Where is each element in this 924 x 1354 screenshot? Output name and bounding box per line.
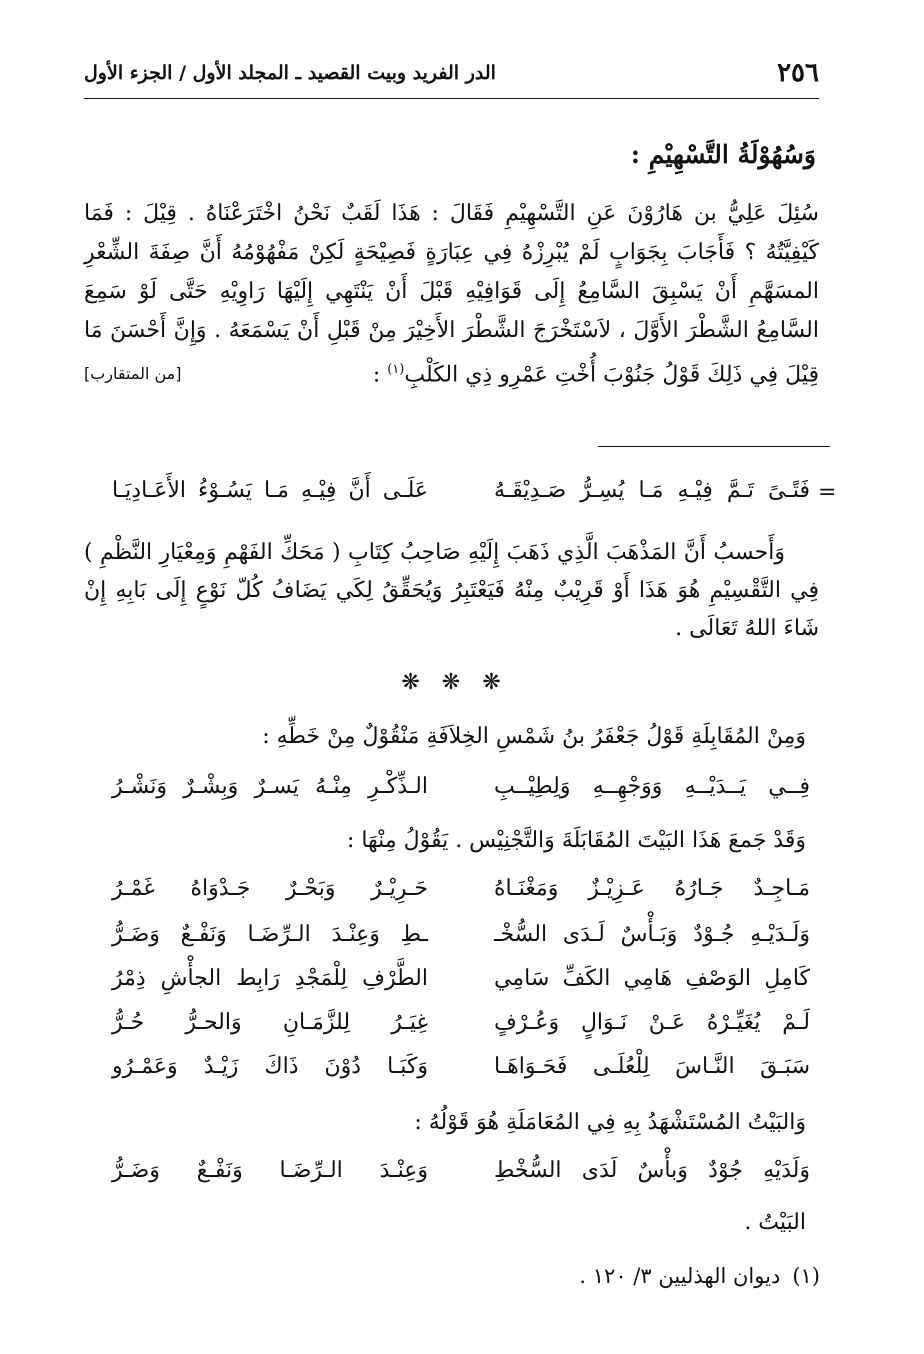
paragraph-2 (84, 534, 819, 648)
paragraph-2-text: وَأَحسبُ أَنَّ المَذْهَبَ الَّذِي ذَهَبَ إِلَيْهِ صَاحِبُ كِتَابِ ( مَحَكِّ الفَهْمِ وَمِعْيَارِ النَّظْمِ ) فِي التَّقْسِيْمِ هُوَ هَذَا أَوْ قَرِيْبٌ مِنْهُ فَيَعْتَبِرُ وَيُحَقِّقُ لِكَي يَضَافُ كُلّ نَوْعٍ إِلَى بَابِهِ إِنْ شَاءَ اللهُ تَعَالَى . (84, 540, 819, 641)
running-header (84, 58, 819, 92)
poem-line (112, 966, 810, 1010)
running-title: الدر الفريد وبيت القصيد ـ المجلد الأول / الجزء الأول (84, 62, 496, 84)
verse-1 (112, 478, 810, 522)
paragraph-1-colon: : (372, 362, 388, 388)
verse-1-hemistich-1: فَتًـىً تَـمَّ فِيْـهِ مَـا يُسِـرُّ صَـدِيْقَـهُ (494, 478, 810, 503)
poem-line (112, 876, 810, 920)
verse-3-hemistich-2: وَعِنْـدَ الـرِّضَـا وَنَفْـعٌ وَضَـرُّ (112, 1158, 428, 1183)
footnote (567, 1264, 820, 1288)
section-heading: وَسُهُوْلَةُ التَّسْهِيْمِ : (630, 140, 816, 169)
footnote-number: (١) (792, 1264, 820, 1288)
poem-line-4-hemistich-2: غِيَـرُ لِلزَّمَـانِ وَالحـرُّ حُـرُّ (112, 1010, 428, 1035)
poem-line (112, 922, 810, 966)
poem-line-4-hemistich-1: لَـمْ يُغَيِّـرْهُ عَـنْ نَـوَالٍ وَعُـرْفٍ (494, 1010, 810, 1035)
header-rule (84, 98, 819, 99)
verse-1-hemistich-2: عَلَـى أَنَّ فِيْـهِ مَـا يَسُـوْءُ الأَعَـادِيَـا (112, 478, 428, 503)
footnote-text: ديوان الهذليين ٣/ ١٢٠ . (579, 1264, 781, 1288)
verse-3-hemistich-1: وَلَدَيْهِ جُوْدٌ وَبأْسٌ لَدَى السُّخْطِ (494, 1158, 810, 1183)
closing-line: البَيْتُ . (744, 1210, 806, 1235)
poem-line-2-hemistich-1: وَلَـدَيْـهِ جُـوْدٌ وَبَـأْسٌ لَـدَى السُّخْـ (494, 922, 810, 947)
meter-label: [من المتقارب] (84, 364, 182, 383)
poem-line-1-hemistich-1: مَـاجِـدٌ جَـارُهُ عَـزِيْـزٌ وَمَغْنَـاهُ (494, 876, 810, 901)
poem-line-5-hemistich-2: وَكَبَـا دُوْنَ ذَاكَ زَيْـدٌ وَعَمْـرُو (112, 1054, 428, 1079)
footnote-rule (598, 446, 830, 447)
verse-2-hemistich-1: فِــي يَــدَيْــهِ وَوَجْهِــهِ وَلِطِيْــبِ (494, 774, 810, 799)
section-separator: ❋❋❋ (401, 670, 523, 695)
intro-poem: وَقَدْ جَمعَ هَذَا البَيْتَ المُقَابَلَةَ وَالتَّجْنِيْس . يَقُوْلُ مِنْهَا : (346, 828, 806, 853)
poem-line-1-hemistich-2: حَـرِيْـرٌ وَبَحْـرٌ جَـدْوَاهُ غَمْـرُ (112, 876, 428, 901)
poem-line-3-hemistich-1: كَامِلِ الوَصْفِ هَامِي الكَفِّ سَامِي (494, 966, 810, 991)
continuation-mark: = (818, 480, 837, 505)
verse-3 (112, 1158, 810, 1202)
verse-2 (112, 774, 810, 818)
intro-muqabala: وَمِنْ المُقَابِلَةِ قَوْلُ جَعْفَرُ بنُ شَمْسِ الخِلاَفَةِ مَنْقُوْلٌ مِنْ خَطِّهِ : (262, 724, 806, 749)
intro-muamala: وَالبَيْتُ المُسْتَشْهَدُ بِهِ فِي المُعَامَلَةِ هُوَ قَوْلُهُ : (414, 1110, 806, 1135)
paragraph-1 (84, 194, 819, 394)
poem-line-2-hemistich-2: ـطِ وَعِنْـدَ الـرِّضَـا وَنَفْـعٌ وَضَـرُّ (112, 922, 428, 947)
page-number: ٢٥٦ (777, 58, 819, 88)
paragraph-1-text: سُئِلَ عَلِيُّ بن هَارُوْنَ عَنِ التَّسْهِيْمِ فَقَالَ : هَذَا لَقَبٌ نَحْنُ اخْتَرَعْنَاهُ . قِيْلَ : فَمَا كَيْفِيَّتُهُ ؟ فَأَجَابَ بِجَوَابٍ لَمْ يُبْرِزْهُ فِي عِبَارَةٍ فَصِيْحَةٍ لَكِنْ مَفْهُوْمُهُ أَنَّ صِفَةَ الشِّعْرِ المسَهَّمِ أَنْ يَسْبِقَ السَّامِعُ إِلَى قَوَافِيْهِ قَبْلَ أَنْ يَنْتَهِي إِلَيْهَا رَاوِيْهِ حَتَّى لَوْ سَمِعَ السَّامِعُ الشَّطْرَ الأَوَّلَ ، لاَسْتَخْرَجَ الشَّطْرَ الأَخِيْرَ مِنْ قَبْلِ أَنْ يَسْمَعَهُ . وَإِنَّ أَحْسَنَ مَا قِيْلَ فِي ذَلِكَ قَوْلُ جَنُوْبَ أُخْتِ عَمْرِو ذِي الكَلْبِ (84, 201, 819, 388)
poem-line (112, 1010, 810, 1054)
poem-line-5-hemistich-1: سَبَـقَ النَّـاسَ لِلْعُلَـى فَحَـوَاهَـا (494, 1054, 810, 1079)
verse-2-hemistich-2: الـذِّكْـرِ مِنْـهُ يَسـرٌ وَبِشْـرٌ وَنَشْـرُ (112, 774, 428, 799)
poem-line-3-hemistich-2: الطَّرْفِ لِلْمَجْدِ رَابِط الجأْشِ ذِمْرُ (112, 966, 428, 991)
poem-line (112, 1054, 810, 1098)
footnote-marker[interactable]: (١) (387, 362, 405, 377)
